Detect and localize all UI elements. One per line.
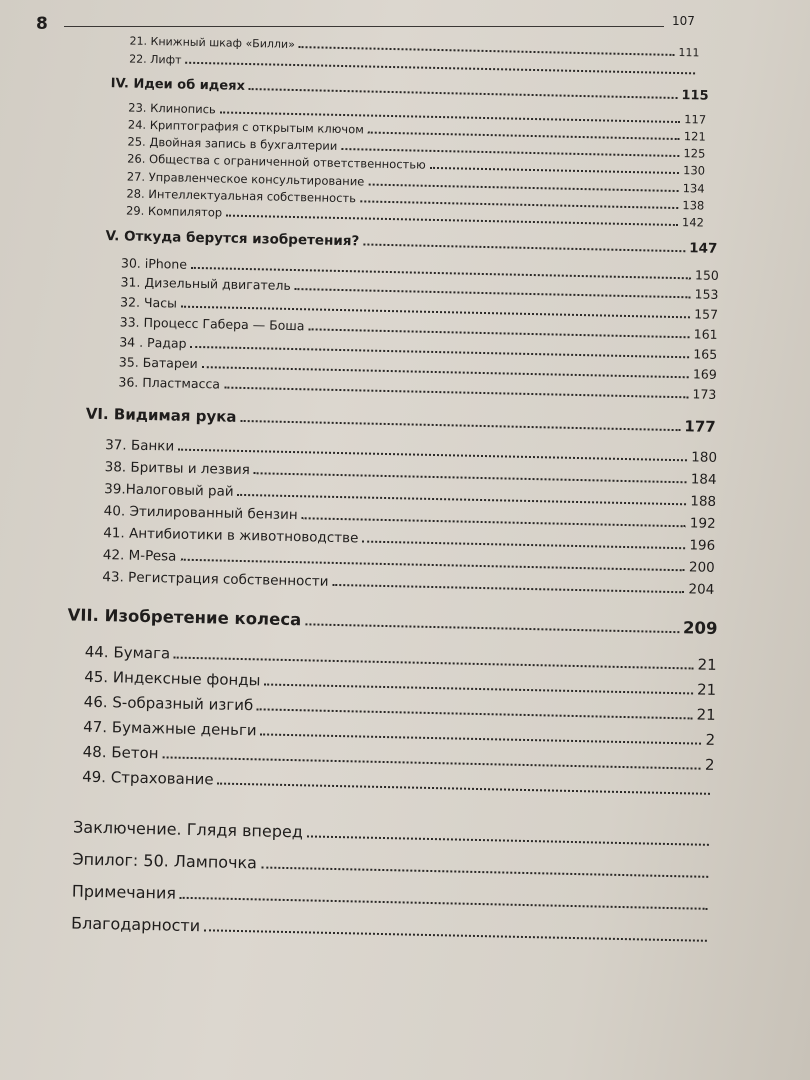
toc-section-title: VI. Видимая рука [85, 404, 237, 426]
toc-page-number: 115 [681, 88, 709, 104]
dot-leader [254, 465, 687, 483]
toc-section-row [111, 76, 709, 104]
toc-page-number: 2 [705, 730, 716, 749]
dot-leader [264, 675, 693, 694]
toc-entry-title: 41. Антибиотики в животноводстве [103, 525, 359, 547]
dot-leader [341, 142, 679, 157]
toc-page-number: 153 [694, 286, 719, 302]
toc-entry-title: 43. Регистрация собственности [102, 569, 329, 590]
toc-entry-title: 27. Управленческое консультирование [126, 169, 365, 189]
toc-page-number: 150 [694, 267, 719, 283]
toc-page-number: 192 [689, 515, 716, 532]
dot-leader [238, 486, 687, 505]
toc-page-number: 200 [688, 559, 715, 576]
dot-leader [240, 412, 680, 431]
dot-leader [360, 194, 679, 209]
dot-leader [368, 177, 679, 192]
toc-entry-title: Эпилог: 50. Лампочка [72, 849, 258, 873]
dot-leader [181, 299, 690, 319]
dot-leader [332, 576, 684, 593]
dot-leader [307, 827, 709, 846]
dot-leader [363, 236, 685, 252]
toc-entry-title: 35. Батареи [118, 354, 198, 372]
toc-page-number: 134 [682, 181, 705, 196]
toc-page-number: 196 [689, 537, 716, 554]
dot-leader [305, 614, 679, 633]
toc-section-row [105, 228, 717, 257]
dot-leader [180, 888, 708, 910]
toc-section-title: V. Откуда берутся изобретения? [105, 228, 360, 250]
toc-entry-title: 37. Банки [104, 437, 175, 455]
dot-leader [257, 700, 693, 719]
dot-leader [260, 725, 701, 744]
toc-entry-title: 49. Страхование [82, 767, 214, 789]
page-number: 8 [36, 14, 48, 34]
toc-section-row [67, 605, 717, 638]
toc-entry-title: 22. Лифт [129, 52, 182, 67]
toc-page-number: 188 [690, 493, 717, 510]
toc-page-number: 121 [683, 129, 706, 144]
dot-leader [302, 510, 686, 527]
toc-page-number: 21 [696, 680, 717, 699]
toc-page-number: 117 [684, 112, 707, 127]
toc-entry-row [72, 881, 712, 913]
toc-entry-title: 21. Книжный шкаф «Билли» [129, 34, 296, 51]
dot-leader [180, 551, 685, 571]
toc-entry-row [71, 913, 711, 945]
toc-page-number: 180 [691, 449, 718, 466]
toc-page-number: 138 [682, 198, 705, 213]
toc-entry-row [73, 818, 713, 850]
toc-entry-title: 28. Интеллектуальная собственность [126, 186, 357, 206]
dot-leader [202, 359, 689, 378]
dot-leader [368, 125, 680, 140]
toc-entry-title: 40. Этилированный бензин [103, 503, 298, 524]
toc-entry-title: 36. Пластмасса [118, 374, 221, 392]
toc-entry-title: 33. Процесс Габера — Боша [119, 314, 305, 334]
toc-page-number: 125 [683, 146, 706, 161]
toc-page-number: 209 [682, 618, 718, 638]
toc-entry-title: 24. Криптография с открытым ключом [127, 117, 365, 137]
toc-entry-title: Благодарности [70, 913, 201, 936]
dot-leader [162, 748, 701, 770]
toc-entry-title: 46. S-образный изгиб [83, 692, 254, 715]
toc-page-number: 142 [681, 215, 705, 230]
toc-entry-title: 31. Дизельный двигатель [120, 274, 291, 293]
toc-entry-title: 38. Бритвы и лезвия [104, 459, 250, 479]
toc-page-number: 111 [678, 46, 700, 60]
dot-leader [430, 161, 679, 175]
toc-page-number: 169 [692, 366, 717, 382]
toc-entry-row [72, 850, 712, 882]
toc-page-number: 157 [694, 306, 719, 322]
dot-leader [190, 339, 689, 358]
toc-entry-title: 39.Налоговый рай [104, 481, 234, 500]
toc-entry-title: 45. Индексные фонды [84, 667, 261, 690]
toc-page-number: 204 [688, 581, 715, 598]
toc-entry-title: Примечания [71, 881, 177, 903]
toc-section-title: VII. Изобретение колеса [67, 605, 302, 630]
dot-leader [174, 648, 694, 669]
toc-entry-title: 44. Бумага [84, 642, 171, 663]
toc-entry-title: 26. Общества с ограниченной ответственностью [127, 151, 426, 172]
toc-page-number: 2 [704, 755, 715, 774]
toc-page-number: 177 [684, 417, 716, 436]
toc-page-number: 147 [689, 240, 718, 257]
toc-entry-title: 47. Бумажные деньги [83, 717, 257, 740]
toc-entry-title: 34 . Радар [119, 334, 187, 351]
dot-leader [362, 533, 685, 549]
toc-page-number: 21 [696, 705, 716, 724]
toc-entry-row [82, 768, 714, 799]
dot-leader [308, 321, 689, 338]
dot-leader [204, 920, 707, 941]
toc-entry-title: Заключение. Глядя вперед [72, 817, 304, 842]
toc-entry-title: 23. Клинопись [128, 100, 216, 117]
dot-leader [191, 260, 691, 279]
dot-leader [178, 441, 687, 461]
dot-leader [217, 774, 710, 795]
dot-leader [299, 40, 675, 56]
toc-entry-title: 30. iPhone [120, 255, 188, 272]
toc-entry-title: 25. Двойная запись в бухгалтерии [127, 134, 338, 153]
dot-leader [185, 56, 695, 75]
toc-page-number: 173 [692, 386, 717, 402]
toc-page-number: 184 [690, 471, 717, 488]
top-page-ref: 107 [672, 14, 695, 28]
dot-leader [249, 81, 678, 99]
toc-entry-title: 42. M-Pesa [102, 547, 177, 565]
toc-entry-title: 48. Бетон [82, 742, 159, 763]
toc-page-number: 165 [693, 346, 718, 362]
toc-page-number: 161 [693, 326, 718, 342]
dot-leader [224, 380, 689, 399]
dot-leader [295, 281, 691, 298]
toc-entry-title: 32. Часы [119, 294, 178, 311]
dot-leader [261, 858, 709, 878]
toc-page-number: 130 [682, 163, 706, 178]
dot-leader [226, 208, 678, 226]
toc-page-number: 21 [697, 655, 717, 674]
toc-entry-title: 29. Компилятор [125, 203, 223, 220]
toc-section-row [86, 405, 716, 436]
toc-section-title: IV. Идеи об идеях [110, 76, 246, 94]
